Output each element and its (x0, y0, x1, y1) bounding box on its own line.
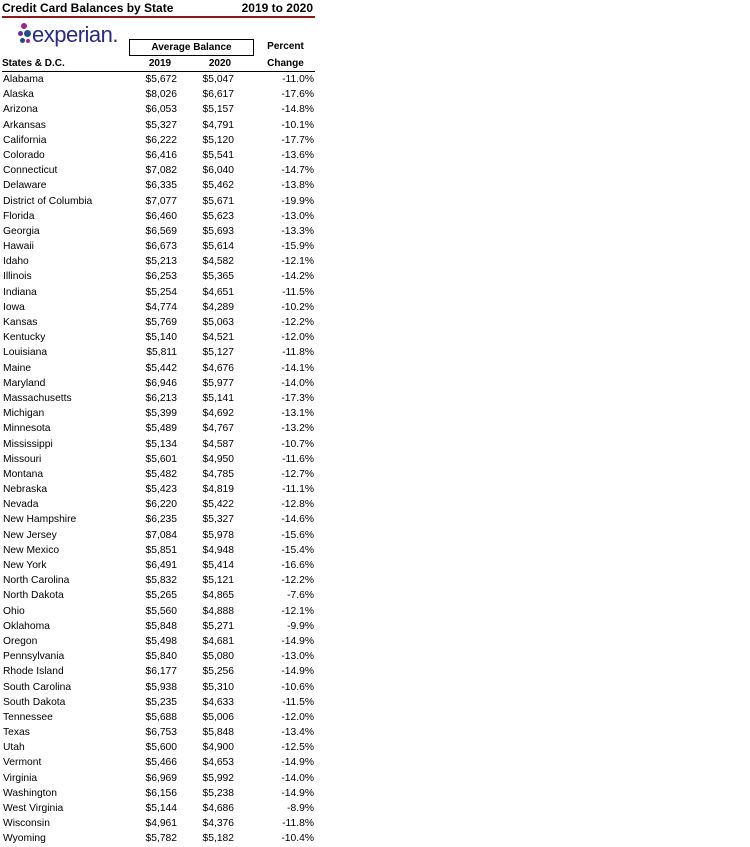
state-name: West Virginia (3, 803, 64, 814)
percent-change: -13.4% (281, 727, 314, 739)
balance-2020: $4,785 (202, 468, 234, 480)
percent-change: -10.2% (281, 301, 314, 313)
state-name: Illinois (3, 271, 32, 283)
logo-dots-icon (18, 22, 32, 46)
balance-2019: $5,134 (145, 438, 177, 450)
percent-change: -15.6% (281, 529, 314, 541)
balance-2019: $5,840 (145, 651, 177, 663)
balance-2019: $6,460 (145, 210, 177, 222)
percent-change: -19.9% (281, 195, 314, 207)
balance-2020: $4,681 (202, 635, 234, 647)
percent-change: -10.6% (281, 681, 314, 693)
table-row (0, 406, 320, 421)
percent-change: -13.8% (281, 180, 314, 192)
balance-2019: $5,254 (145, 286, 177, 298)
table-row (0, 771, 320, 786)
balance-2020: $5,623 (202, 210, 234, 222)
table-row (0, 148, 320, 163)
table-row (0, 376, 320, 391)
balance-2020: $5,063 (202, 317, 234, 328)
table-row (0, 437, 320, 452)
percent-change: -12.1% (281, 605, 314, 617)
state-name: Louisiana (3, 347, 48, 359)
percent-change: -10.7% (281, 438, 314, 450)
table-row (0, 786, 320, 801)
balance-2020: $5,992 (202, 772, 234, 784)
table-row (0, 710, 320, 725)
percent-change: -14.9% (281, 787, 314, 799)
balance-2019: $6,569 (145, 225, 177, 237)
percent-change: -12.2% (281, 575, 314, 587)
percent-change: -11.0% (282, 74, 314, 85)
state-name: Massachusetts (3, 392, 72, 404)
balance-2020: $4,767 (202, 423, 234, 435)
percent-change: -11.8% (282, 347, 314, 359)
balance-2020: $5,462 (202, 180, 234, 192)
state-name: New Mexico (3, 544, 60, 556)
change-header: Change (267, 58, 304, 69)
percent-change: -14.9% (281, 757, 314, 769)
state-name: Utah (3, 742, 25, 754)
year-2020-header: 2020 (208, 58, 232, 69)
state-name: Arizona (3, 104, 38, 116)
state-name: Ohio (3, 605, 25, 617)
balance-2019: $8,026 (145, 89, 177, 101)
state-name: Nevada (3, 499, 39, 511)
state-name: Kentucky (3, 332, 46, 344)
balance-2020: $4,521 (202, 332, 234, 344)
table-row (0, 361, 320, 376)
state-name: Virginia (3, 772, 38, 784)
balance-2020: $6,617 (202, 89, 234, 101)
percent-change: -13.2% (281, 423, 314, 435)
balance-2019: $5,399 (145, 408, 177, 420)
balance-2020: $5,141 (202, 392, 234, 404)
balance-2020: $5,047 (202, 74, 234, 85)
table-row (0, 254, 320, 269)
percent-change: -16.6% (281, 560, 314, 571)
percent-change: -14.9% (281, 635, 314, 647)
balance-2019: $5,498 (145, 635, 177, 647)
table-row (0, 269, 320, 284)
balance-2019: $5,688 (145, 711, 177, 723)
balance-2020: $4,865 (202, 590, 234, 602)
percent-change: -13.0% (281, 210, 314, 222)
balance-2019: $6,491 (145, 560, 177, 571)
table-row (0, 512, 320, 527)
balance-2019: $5,482 (145, 468, 177, 480)
percent-change: -13.6% (281, 149, 314, 161)
balance-2019: $7,077 (145, 195, 177, 207)
balance-2020: $4,819 (202, 484, 234, 496)
balance-2020: $5,365 (202, 271, 234, 283)
balance-2019: $5,144 (145, 803, 177, 814)
title-bar (2, 0, 315, 18)
table-row (0, 315, 320, 330)
table-row (0, 755, 320, 770)
state-name: Alaska (3, 89, 34, 101)
percent-change: -11.8% (282, 818, 314, 830)
percent-change: -12.5% (281, 742, 314, 754)
percent-change: -15.9% (281, 241, 314, 253)
state-name: Maine (3, 362, 32, 374)
balance-2020: $5,120 (202, 134, 234, 146)
average-balance-header: Average Balance (129, 39, 254, 56)
balance-2020: $4,948 (202, 544, 234, 556)
balance-2020: $5,182 (202, 833, 234, 845)
page-title: Credit Card Balances by State (2, 1, 174, 15)
table-row (0, 695, 320, 710)
balance-2019: $4,961 (145, 818, 177, 830)
state-name: Kansas (3, 317, 38, 328)
balance-2019: $5,769 (145, 317, 177, 328)
table-row (0, 497, 320, 512)
balance-2020: $5,157 (202, 104, 234, 116)
percent-change: -11.5% (282, 696, 314, 708)
balance-2020: $5,121 (202, 575, 234, 587)
state-name: Rhode Island (3, 666, 64, 678)
table-row (0, 421, 320, 436)
balance-2019: $5,560 (145, 605, 177, 617)
balance-2019: $5,848 (145, 620, 177, 632)
percent-change: -11.1% (282, 484, 314, 496)
percent-change: -10.1% (281, 119, 314, 131)
percent-change: -17.3% (281, 392, 314, 404)
balance-2019: $6,156 (145, 787, 177, 799)
table-row (0, 194, 320, 209)
percent-change: -13.3% (281, 225, 314, 237)
balance-2019: $6,673 (145, 241, 177, 253)
percent-change: -14.2% (281, 271, 314, 283)
logo-text: experian. (32, 22, 119, 47)
balance-2020: $4,888 (202, 605, 234, 617)
table-row (0, 452, 320, 467)
state-name: Pennsylvania (3, 651, 65, 663)
percent-change: -7.6% (287, 590, 314, 602)
state-name: Florida (3, 210, 35, 222)
balance-2020: $5,256 (202, 666, 234, 678)
balance-2020: $4,791 (202, 119, 234, 131)
table-row (0, 588, 320, 603)
balance-2020: $4,653 (202, 757, 234, 769)
percent-change: -14.8% (281, 104, 314, 116)
percent-change: -12.0% (281, 711, 314, 723)
percent-change: -14.0% (281, 377, 314, 389)
balance-2019: $5,423 (145, 484, 177, 496)
percent-change: -12.2% (281, 317, 314, 328)
balance-2019: $6,946 (145, 377, 177, 389)
experian-logo (18, 22, 128, 50)
percent-change: -13.1% (281, 408, 314, 420)
period-label: 2019 to 2020 (241, 1, 313, 15)
table-row (0, 87, 320, 102)
percent-change: -12.0% (281, 332, 314, 344)
balance-2019: $6,969 (145, 772, 177, 784)
table-row (0, 239, 320, 254)
state-name: California (3, 134, 47, 146)
state-name: Missouri (3, 453, 42, 465)
balance-2019: $5,811 (146, 347, 177, 359)
balance-2019: $5,672 (145, 74, 177, 85)
table-row (0, 831, 320, 846)
table-row (0, 345, 320, 360)
table-row (0, 118, 320, 133)
balance-2020: $4,651 (202, 286, 234, 298)
percent-change: -13.0% (281, 651, 314, 663)
balance-2020: $5,422 (202, 499, 234, 511)
balance-2019: $6,213 (145, 392, 177, 404)
balance-2019: $7,084 (145, 529, 177, 541)
balance-2020: $5,541 (202, 149, 234, 161)
table-row (0, 178, 320, 193)
year-2019-header: 2019 (148, 58, 172, 69)
percent-change: -14.1% (281, 362, 314, 374)
balance-2020: $4,676 (202, 362, 234, 374)
state-name: Minnesota (3, 423, 51, 435)
percent-change: -11.5% (282, 286, 314, 298)
state-name: District of Columbia (3, 195, 93, 207)
percent-change: -11.6% (282, 453, 314, 465)
balance-2020: $5,978 (202, 529, 234, 541)
balance-2020: $4,900 (202, 742, 234, 754)
table-row (0, 133, 320, 148)
state-name: Montana (3, 468, 44, 480)
balance-2020: $4,692 (202, 408, 234, 420)
balance-2019: $5,442 (145, 362, 177, 374)
state-name: Georgia (3, 225, 40, 237)
percent-change: -14.9% (281, 666, 314, 678)
table-row (0, 482, 320, 497)
state-name: Maryland (3, 377, 46, 389)
state-name: South Dakota (3, 696, 66, 708)
state-name: Indiana (3, 286, 37, 298)
percent-change: -17.7% (281, 134, 314, 146)
balance-2020: $4,686 (202, 803, 234, 814)
balance-2020: $5,080 (202, 651, 234, 663)
balance-2019: $5,782 (145, 833, 177, 845)
state-name: South Carolina (3, 681, 72, 693)
balance-2020: $6,040 (202, 165, 234, 177)
percent-change: -14.6% (281, 514, 314, 526)
table-row (0, 330, 320, 345)
state-name: Texas (3, 727, 30, 739)
states-header: States & D.C. (2, 58, 65, 69)
table-row (0, 558, 320, 573)
table-row (0, 209, 320, 224)
percent-header: Percent (267, 41, 304, 52)
state-name: New York (3, 560, 47, 571)
table-row (0, 224, 320, 239)
table-row (0, 300, 320, 315)
percent-change: -12.8% (281, 499, 314, 511)
table-row (0, 604, 320, 619)
balance-2020: $4,376 (202, 818, 234, 830)
table-row (0, 740, 320, 755)
percent-change: -17.6% (281, 89, 314, 101)
state-name: Wyoming (3, 833, 46, 845)
balance-2020: $4,289 (202, 301, 234, 313)
state-table (0, 72, 320, 847)
balance-2020: $5,848 (202, 727, 234, 739)
table-row (0, 72, 320, 87)
balance-2019: $6,177 (145, 666, 177, 678)
state-name: Wisconsin (3, 818, 50, 830)
state-name: New Jersey (3, 529, 57, 541)
balance-2020: $5,977 (202, 377, 234, 389)
state-name: New Hampshire (3, 514, 77, 526)
balance-2020: $5,671 (202, 195, 234, 207)
state-name: Vermont (3, 757, 42, 769)
percent-change: -8.9% (287, 803, 314, 814)
balance-2020: $5,310 (202, 681, 234, 693)
state-name: Connecticut (3, 165, 58, 177)
balance-2020: $4,950 (202, 453, 234, 465)
state-name: Colorado (3, 149, 45, 161)
state-name: North Carolina (3, 575, 70, 587)
percent-change: -12.1% (281, 256, 314, 268)
table-row (0, 801, 320, 816)
balance-2019: $6,253 (145, 271, 177, 283)
balance-2019: $4,774 (145, 301, 177, 313)
balance-2019: $6,753 (145, 727, 177, 739)
balance-2020: $4,587 (202, 438, 234, 450)
table-row (0, 649, 320, 664)
state-name: Mississippi (3, 438, 53, 450)
balance-2019: $5,265 (145, 590, 177, 602)
balance-2019: $5,832 (145, 575, 177, 587)
state-name: Hawaii (3, 241, 34, 253)
balance-2019: $6,053 (145, 104, 177, 116)
state-name: Delaware (3, 180, 47, 192)
state-name: Idaho (3, 256, 29, 268)
percent-change: -10.4% (281, 833, 314, 845)
state-name: Arkansas (3, 119, 46, 131)
percent-change: -15.4% (281, 544, 314, 556)
balance-2020: $5,327 (202, 514, 234, 526)
balance-2019: $6,222 (145, 134, 177, 146)
state-name: Oregon (3, 635, 38, 647)
percent-change: -12.7% (281, 468, 314, 480)
table-row (0, 634, 320, 649)
balance-2020: $5,271 (202, 620, 234, 632)
table-row (0, 816, 320, 831)
balance-2020: $4,633 (202, 696, 234, 708)
balance-2020: $5,614 (202, 241, 234, 253)
balance-2020: $5,006 (202, 711, 234, 723)
balance-2019: $5,938 (145, 681, 177, 693)
table-row (0, 102, 320, 117)
state-name: Michigan (3, 408, 45, 420)
table-row (0, 725, 320, 740)
balance-2019: $7,082 (145, 165, 177, 177)
balance-2019: $5,327 (145, 119, 177, 131)
balance-2019: $5,235 (145, 696, 177, 708)
balance-2019: $5,140 (145, 332, 177, 344)
table-row (0, 680, 320, 695)
balance-2019: $6,416 (145, 149, 177, 161)
balance-2019: $5,489 (145, 423, 177, 435)
balance-2019: $5,213 (145, 256, 177, 268)
table-row (0, 543, 320, 558)
balance-2020: $4,582 (202, 256, 234, 268)
balance-2019: $5,600 (145, 742, 177, 754)
state-name: Iowa (3, 301, 25, 313)
balance-2020: $5,238 (202, 787, 234, 799)
balance-2020: $5,127 (202, 347, 234, 359)
balance-2020: $5,693 (202, 225, 234, 237)
state-name: Washington (3, 787, 57, 799)
balance-2019: $5,851 (145, 544, 177, 556)
state-name: Tennessee (3, 711, 53, 723)
balance-2019: $6,220 (145, 499, 177, 511)
balance-2020: $5,414 (202, 560, 234, 571)
table-row (0, 619, 320, 634)
table-row (0, 573, 320, 588)
percent-change: -14.0% (281, 772, 314, 784)
balance-2019: $6,235 (145, 514, 177, 526)
table-row (0, 163, 320, 178)
percent-change: -14.7% (281, 165, 314, 177)
state-name: Nebraska (3, 484, 48, 496)
percent-change: -9.9% (287, 620, 314, 632)
balance-2019: $5,466 (145, 757, 177, 769)
table-row (0, 285, 320, 300)
state-name: North Dakota (3, 590, 64, 602)
balance-2019: $6,335 (145, 180, 177, 192)
state-name: Alabama (3, 74, 44, 85)
balance-2019: $5,601 (145, 453, 177, 465)
table-row (0, 391, 320, 406)
table-row (0, 528, 320, 543)
table-row (0, 664, 320, 679)
table-row (0, 467, 320, 482)
state-name: Oklahoma (3, 620, 50, 632)
